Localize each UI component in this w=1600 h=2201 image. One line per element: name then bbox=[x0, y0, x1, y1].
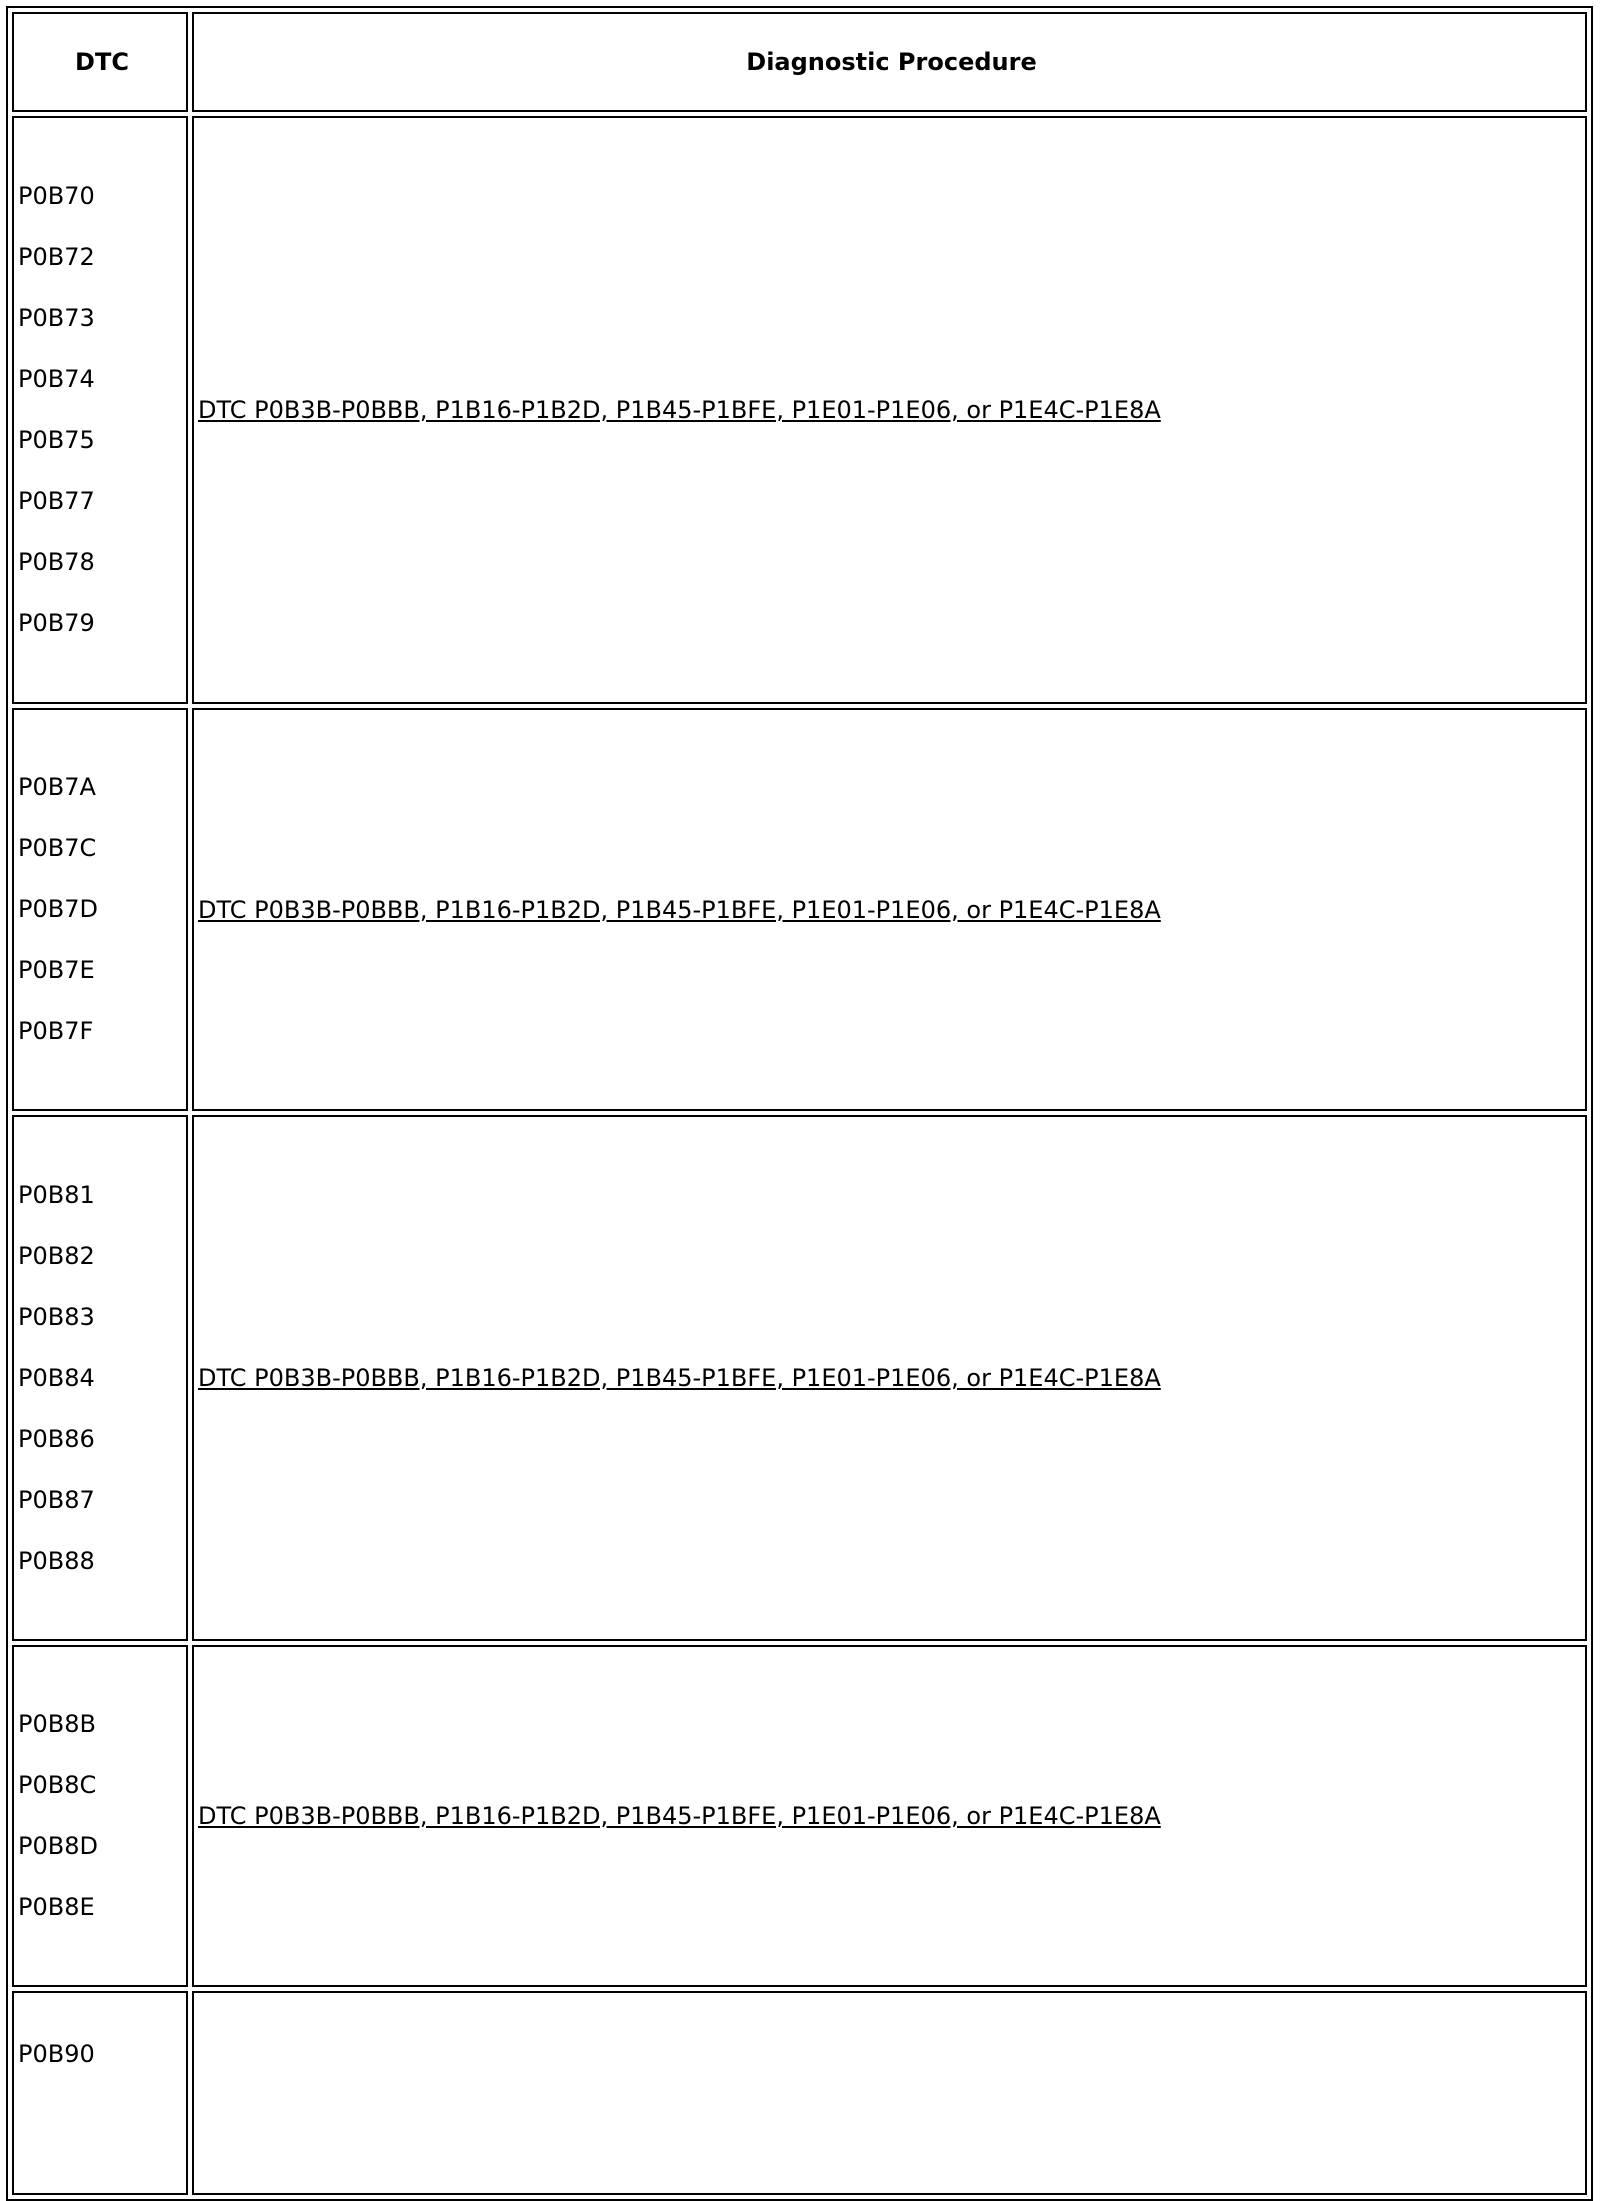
dtc-code: P0B8E bbox=[18, 1893, 95, 1921]
dtc-code: P0B88 bbox=[18, 1546, 95, 1575]
dtc-cell bbox=[12, 116, 188, 704]
dtc-code: P0B83 bbox=[18, 1302, 95, 1331]
dtc-code: P0B90 bbox=[18, 2040, 95, 2068]
dtc-code: P0B7A bbox=[18, 773, 96, 801]
dtc-cell bbox=[12, 1115, 188, 1641]
dtc-code: P0B7C bbox=[18, 834, 97, 862]
dtc-code: P0B81 bbox=[18, 1180, 95, 1209]
procedure-link[interactable]: DTC P0B3B-P0BBB, P1B16-P1B2D, P1B45-P1BFE, P1E01-P1E06, or P1E4C-P1E8A bbox=[198, 1364, 1161, 1392]
dtc-table bbox=[8, 8, 1591, 2199]
dtc-code: P0B73 bbox=[18, 304, 95, 332]
procedure-cell bbox=[192, 116, 1587, 704]
procedure-column-header: Diagnostic Procedure bbox=[192, 12, 1587, 112]
dtc-column-header: DTC bbox=[12, 12, 188, 112]
procedure-cell bbox=[192, 1645, 1587, 1987]
procedure-link[interactable]: DTC P0B3B-P0BBB, P1B16-P1B2D, P1B45-P1BFE, P1E01-P1E06, or P1E4C-P1E8A bbox=[198, 1802, 1161, 1830]
dtc-code: P0B7E bbox=[18, 956, 95, 984]
dtc-table-container bbox=[6, 6, 1593, 2201]
dtc-code: P0B84 bbox=[18, 1363, 95, 1392]
table-row bbox=[12, 1115, 1587, 1641]
dtc-cell bbox=[12, 708, 188, 1111]
header-row bbox=[12, 12, 1587, 112]
dtc-code: P0B86 bbox=[18, 1424, 95, 1453]
procedure-link[interactable]: DTC P0B3B-P0BBB, P1B16-P1B2D, P1B45-P1BFE, P1E01-P1E06, or P1E4C-P1E8A bbox=[198, 396, 1161, 424]
procedure-cell bbox=[192, 1991, 1587, 2195]
dtc-code: P0B70 bbox=[18, 182, 95, 210]
dtc-code: P0B7D bbox=[18, 895, 98, 923]
dtc-code: P0B8C bbox=[18, 1771, 97, 1799]
table-row bbox=[12, 116, 1587, 704]
dtc-code: P0B87 bbox=[18, 1485, 95, 1514]
dtc-code: P0B8B bbox=[18, 1710, 96, 1738]
dtc-code: P0B78 bbox=[18, 548, 95, 576]
dtc-code: P0B74 bbox=[18, 365, 95, 393]
dtc-code: P0B82 bbox=[18, 1241, 95, 1270]
dtc-code: P0B77 bbox=[18, 487, 95, 515]
table-row bbox=[12, 1645, 1587, 1987]
dtc-cell bbox=[12, 1645, 188, 1987]
dtc-code: P0B7F bbox=[18, 1017, 94, 1045]
dtc-cell bbox=[12, 1991, 188, 2195]
procedure-cell bbox=[192, 708, 1587, 1111]
dtc-code: P0B75 bbox=[18, 426, 95, 454]
table-row bbox=[12, 708, 1587, 1111]
procedure-cell bbox=[192, 1115, 1587, 1641]
dtc-code: P0B8D bbox=[18, 1832, 98, 1860]
dtc-code: P0B79 bbox=[18, 609, 95, 637]
procedure-link[interactable]: DTC P0B3B-P0BBB, P1B16-P1B2D, P1B45-P1BFE, P1E01-P1E06, or P1E4C-P1E8A bbox=[198, 895, 1161, 924]
table-row bbox=[12, 1991, 1587, 2195]
dtc-code: P0B72 bbox=[18, 243, 95, 271]
